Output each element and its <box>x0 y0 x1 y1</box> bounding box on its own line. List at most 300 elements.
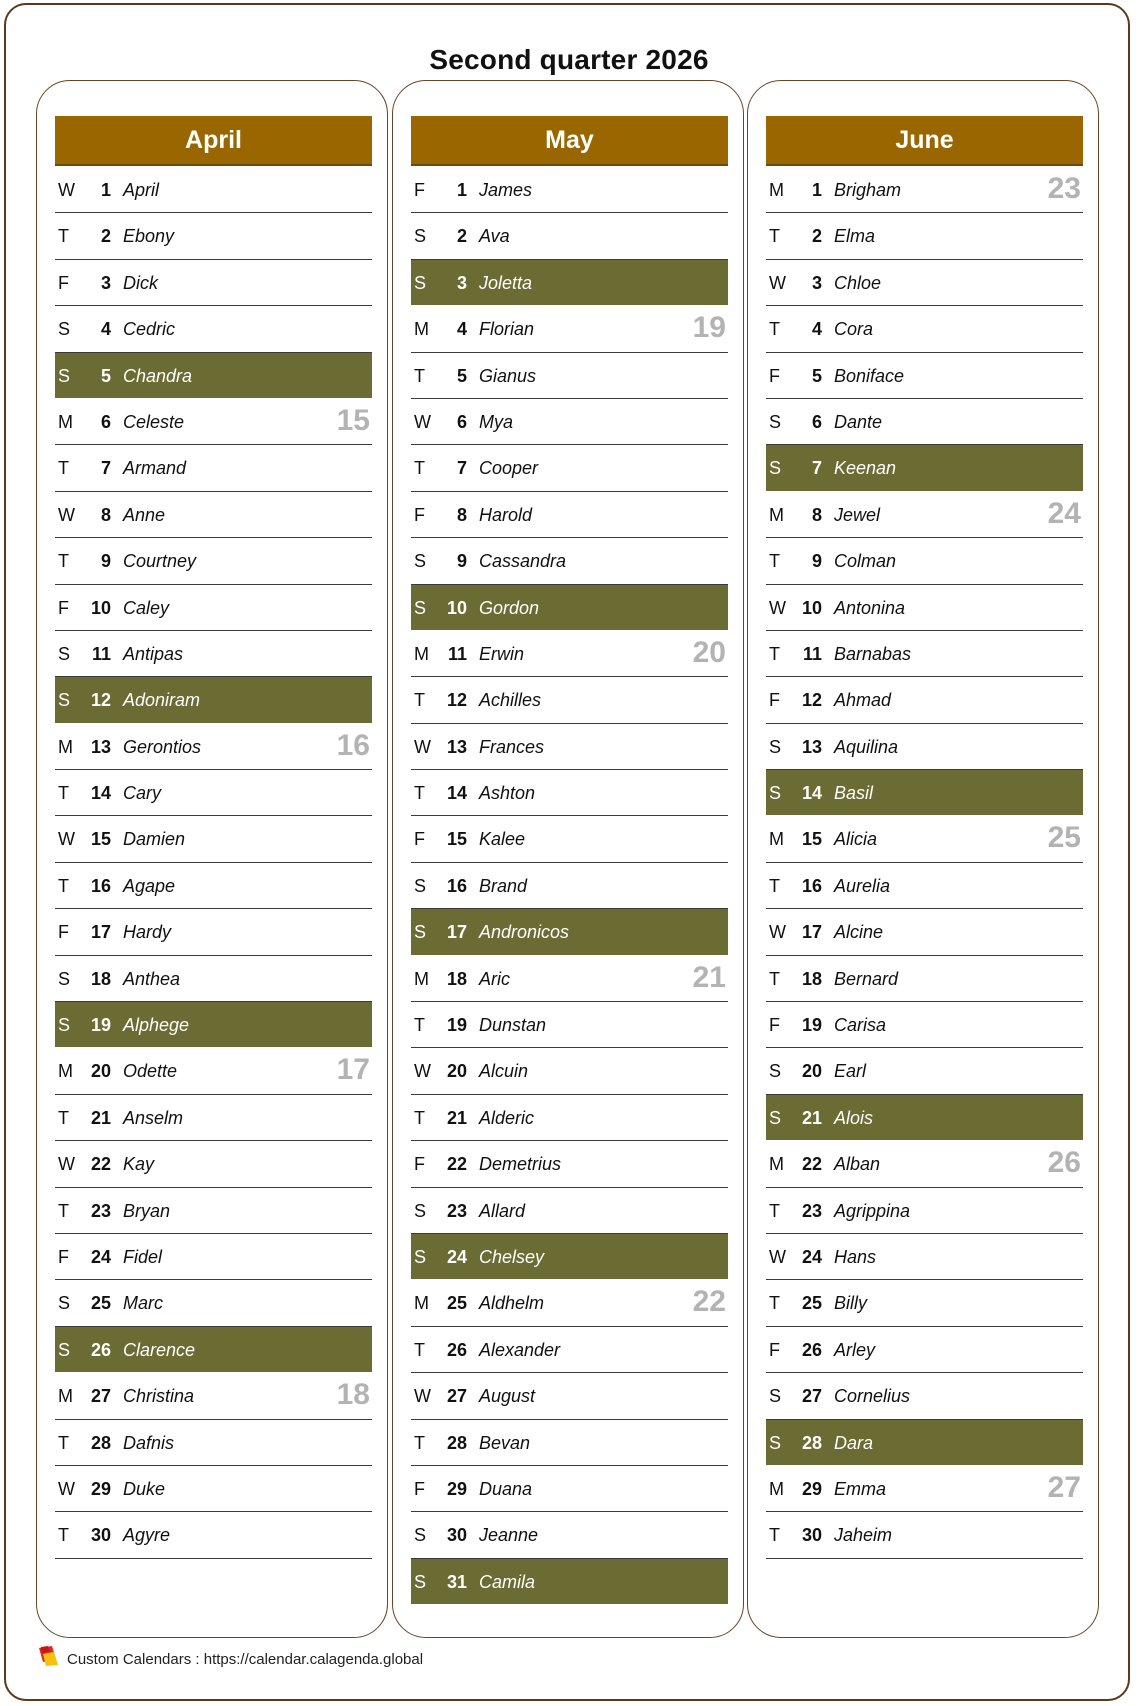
saint-name: Elma <box>834 226 876 247</box>
day-row <box>55 167 372 213</box>
day-of-week: S <box>414 272 427 293</box>
day-number: 24 <box>446 1246 467 1267</box>
day-row <box>411 167 728 213</box>
day-row <box>55 863 372 909</box>
day-of-week: F <box>414 504 425 525</box>
saint-name: Gianus <box>479 365 537 386</box>
day-row-weekend <box>766 770 1083 816</box>
week-number: 15 <box>336 403 370 437</box>
day-number: 25 <box>801 1293 822 1314</box>
day-row <box>55 585 372 631</box>
week-number: 26 <box>1047 1146 1081 1180</box>
day-row <box>55 1466 372 1512</box>
day-of-week: T <box>769 1200 780 1221</box>
day-of-week: S <box>414 922 427 943</box>
saint-name: Bryan <box>123 1200 171 1221</box>
day-of-week: S <box>769 783 782 804</box>
day-of-week: T <box>769 1525 780 1546</box>
day-number: 22 <box>90 1154 111 1175</box>
day-number: 10 <box>90 597 111 618</box>
day-row-weekend <box>766 445 1083 491</box>
saint-name: Bernard <box>834 968 899 989</box>
day-of-week: W <box>769 272 786 293</box>
day-number: 13 <box>446 736 467 757</box>
saint-name: Bevan <box>479 1432 531 1453</box>
calendar-logo-icon <box>38 1645 60 1667</box>
day-of-week: M <box>769 829 784 850</box>
day-list <box>55 167 372 1559</box>
saint-name: Dara <box>834 1432 874 1453</box>
saint-name: Joletta <box>479 272 533 293</box>
saint-name: Chelsey <box>479 1246 545 1267</box>
saint-name: Alcine <box>834 922 884 943</box>
day-of-week: F <box>58 597 69 618</box>
week-number: 22 <box>692 1285 726 1319</box>
day-of-week: F <box>58 1246 69 1267</box>
day-of-week: M <box>414 968 429 989</box>
day-number: 10 <box>446 597 467 618</box>
day-number: 11 <box>91 643 111 664</box>
day-number: 19 <box>446 1015 467 1036</box>
day-row <box>411 956 728 1002</box>
saint-name: Earl <box>834 1061 867 1082</box>
saint-name: Demetrius <box>479 1154 562 1175</box>
day-of-week: F <box>769 1339 780 1360</box>
day-of-week: S <box>414 551 427 572</box>
day-row <box>55 1095 372 1141</box>
saint-name: Ava <box>479 226 510 247</box>
day-row <box>55 260 372 306</box>
saint-name: Duana <box>479 1478 533 1499</box>
day-of-week: S <box>769 1061 782 1082</box>
saint-name: Aquilina <box>834 736 899 757</box>
day-number: 16 <box>446 875 467 896</box>
day-row <box>411 1048 728 1094</box>
day-row <box>766 1373 1083 1419</box>
day-row-weekend <box>411 260 728 306</box>
day-of-week: W <box>414 1061 431 1082</box>
day-of-week: S <box>58 319 71 340</box>
saint-name: Chandra <box>123 365 193 386</box>
day-row <box>55 1512 372 1558</box>
day-row <box>411 724 728 770</box>
day-of-week: M <box>58 1386 73 1407</box>
day-number: 15 <box>90 829 111 850</box>
day-number: 6 <box>456 411 467 432</box>
week-number: 27 <box>1047 1470 1081 1504</box>
day-row <box>411 1420 728 1466</box>
day-row <box>55 956 372 1002</box>
day-row <box>766 538 1083 584</box>
day-row <box>411 1095 728 1141</box>
day-number: 24 <box>801 1246 822 1267</box>
saint-name: Cooper <box>479 458 539 479</box>
day-number: 23 <box>801 1200 822 1221</box>
day-row <box>411 1188 728 1234</box>
saint-name: Cedric <box>123 319 176 340</box>
saint-name: Antonina <box>834 597 906 618</box>
day-number: 3 <box>456 272 467 293</box>
day-number: 20 <box>446 1061 467 1082</box>
saint-name: Fidel <box>123 1246 163 1267</box>
saint-name: Brand <box>479 875 528 896</box>
day-number: 11 <box>802 643 822 664</box>
day-row <box>766 816 1083 862</box>
saint-name: James <box>479 180 533 200</box>
day-row <box>55 1141 372 1187</box>
saint-name: Cornelius <box>834 1386 911 1407</box>
day-number: 6 <box>811 411 822 432</box>
saint-name: Alcuin <box>479 1061 529 1082</box>
day-number: 15 <box>801 829 822 850</box>
day-number: 2 <box>456 226 467 247</box>
day-row <box>766 1141 1083 1187</box>
day-row <box>766 167 1083 213</box>
day-of-week: S <box>414 1571 427 1592</box>
day-number: 21 <box>446 1107 467 1128</box>
day-of-week: T <box>414 783 425 804</box>
day-of-week: F <box>769 1015 780 1036</box>
saint-name: Christina <box>123 1386 195 1407</box>
day-of-week: F <box>414 1154 425 1175</box>
day-number: 9 <box>100 551 111 572</box>
saint-name: Clarence <box>123 1339 196 1360</box>
saint-name: Anselm <box>123 1107 184 1128</box>
saint-name: Kay <box>123 1154 155 1175</box>
day-of-week: W <box>414 1386 431 1407</box>
day-row-weekend <box>55 677 372 723</box>
day-number: 10 <box>801 597 822 618</box>
day-number: 7 <box>456 458 467 479</box>
saint-name: Duke <box>123 1478 166 1499</box>
day-row-weekend <box>55 1002 372 1048</box>
day-of-week: T <box>58 226 69 247</box>
day-number: 25 <box>90 1293 111 1314</box>
month-column-april <box>36 80 388 1638</box>
day-of-week: W <box>769 597 786 618</box>
saint-name: Jewel <box>834 504 881 525</box>
day-row <box>411 1002 728 1048</box>
day-of-week: M <box>769 504 784 525</box>
saint-name: Alexander <box>479 1339 561 1360</box>
week-number: 25 <box>1047 821 1081 855</box>
day-row <box>766 1234 1083 1280</box>
saint-name: Dunstan <box>479 1015 547 1036</box>
day-row-weekend <box>411 1234 728 1280</box>
day-number: 24 <box>90 1246 111 1267</box>
day-row <box>55 213 372 259</box>
day-row <box>766 631 1083 677</box>
saint-name: Emma <box>834 1478 887 1499</box>
saint-name: Hans <box>834 1246 877 1267</box>
day-number: 4 <box>100 319 111 340</box>
saint-name: Mya <box>479 411 514 432</box>
week-number: 17 <box>336 1053 370 1087</box>
day-row <box>766 399 1083 445</box>
day-number: 18 <box>446 968 467 989</box>
day-row <box>55 1188 372 1234</box>
saint-name: Keenan <box>834 458 897 479</box>
day-number: 13 <box>801 736 822 757</box>
day-number: 29 <box>446 1478 467 1499</box>
day-row <box>766 956 1083 1002</box>
saint-name: Erwin <box>479 643 525 664</box>
day-of-week: T <box>58 875 69 896</box>
day-number: 18 <box>801 968 822 989</box>
day-row <box>766 724 1083 770</box>
day-number: 5 <box>100 365 111 386</box>
day-row <box>766 1327 1083 1373</box>
day-row <box>55 399 372 445</box>
day-of-week: T <box>769 551 780 572</box>
day-number: 29 <box>801 1478 822 1499</box>
saint-name: Gordon <box>479 597 540 618</box>
day-number: 2 <box>811 226 822 247</box>
day-of-week: S <box>769 1432 782 1453</box>
day-of-week: F <box>414 829 425 850</box>
day-row <box>411 306 728 352</box>
day-number: 22 <box>801 1154 822 1175</box>
day-of-week: S <box>769 1386 782 1407</box>
week-number: 20 <box>692 635 726 669</box>
day-of-week: M <box>414 319 429 340</box>
day-of-week: F <box>769 365 780 386</box>
day-row <box>766 1002 1083 1048</box>
saint-name: Anthea <box>123 968 181 989</box>
day-row <box>55 770 372 816</box>
day-of-week: T <box>769 875 780 896</box>
day-row <box>411 631 728 677</box>
day-number: 17 <box>801 922 822 943</box>
week-number: 24 <box>1047 496 1081 530</box>
day-row <box>411 1280 728 1326</box>
day-row <box>55 631 372 677</box>
day-number: 19 <box>90 1015 111 1036</box>
day-row-weekend <box>766 1420 1083 1466</box>
day-of-week: S <box>769 1107 782 1128</box>
calendar-title: Second quarter 2026 <box>429 44 709 75</box>
saint-name: Basil <box>834 783 874 804</box>
day-of-week: T <box>414 690 425 711</box>
day-of-week: F <box>58 272 69 293</box>
day-number: 25 <box>446 1293 467 1314</box>
day-row <box>411 863 728 909</box>
day-row <box>766 677 1083 723</box>
month-column-may <box>392 80 744 1638</box>
day-number: 9 <box>456 551 467 572</box>
saint-name: Aldhelm <box>479 1293 545 1314</box>
day-of-week: S <box>769 411 782 432</box>
saint-name: Antipas <box>123 643 184 664</box>
saint-name: Alban <box>834 1154 881 1175</box>
day-number: 30 <box>446 1525 467 1546</box>
day-number: 12 <box>90 690 111 711</box>
day-row <box>411 353 728 399</box>
day-row <box>411 538 728 584</box>
day-row <box>411 1466 728 1512</box>
week-number: 21 <box>692 960 726 994</box>
day-of-week: S <box>414 597 427 618</box>
day-of-week: T <box>58 1525 69 1546</box>
month-header: April <box>55 116 372 166</box>
saint-name: Hardy <box>123 922 172 943</box>
day-of-week: T <box>414 365 425 386</box>
day-of-week: S <box>769 736 782 757</box>
saint-name: Alderic <box>479 1107 535 1128</box>
day-of-week: W <box>414 736 431 757</box>
day-row <box>766 909 1083 955</box>
day-of-week: F <box>769 690 780 711</box>
day-number: 1 <box>456 180 467 200</box>
footer-link-text[interactable]: Custom Calendars : https://calendar.calagenda.global <box>67 1651 424 1668</box>
day-of-week: M <box>414 643 429 664</box>
day-row <box>411 399 728 445</box>
day-of-week: M <box>58 1061 73 1082</box>
day-number: 14 <box>801 783 822 804</box>
day-number: 30 <box>801 1525 822 1546</box>
day-of-week: S <box>58 690 71 711</box>
day-row <box>766 585 1083 631</box>
day-of-week: T <box>58 783 69 804</box>
day-of-week: F <box>58 922 69 943</box>
day-of-week: S <box>58 968 71 989</box>
day-number: 16 <box>90 875 111 896</box>
saint-name: Camila <box>479 1571 536 1592</box>
day-row <box>411 445 728 491</box>
day-number: 26 <box>446 1339 467 1360</box>
saint-name: Damien <box>123 829 186 850</box>
saint-name: Chloe <box>834 272 882 293</box>
day-number: 27 <box>90 1386 111 1407</box>
day-number: 27 <box>801 1386 822 1407</box>
day-number: 20 <box>90 1061 111 1082</box>
day-of-week: W <box>414 411 431 432</box>
day-row-weekend <box>766 1095 1083 1141</box>
saint-name: Billy <box>834 1293 868 1314</box>
saint-name: Arley <box>834 1339 876 1360</box>
day-row <box>766 1512 1083 1558</box>
day-of-week: M <box>58 736 73 757</box>
day-number: 1 <box>811 180 822 200</box>
saint-name: Barnabas <box>834 643 912 664</box>
day-of-week: M <box>769 1154 784 1175</box>
day-of-week: S <box>58 1015 71 1036</box>
saint-name: Agyre <box>123 1525 171 1546</box>
day-of-week: S <box>414 1525 427 1546</box>
saint-name: April <box>123 180 160 200</box>
day-of-week: S <box>58 1293 71 1314</box>
saint-name: Dick <box>123 272 158 293</box>
saint-name: Odette <box>123 1061 178 1082</box>
day-number: 5 <box>456 365 467 386</box>
day-number: 2 <box>100 226 111 247</box>
day-row <box>766 306 1083 352</box>
saint-name: Jaheim <box>834 1525 893 1546</box>
day-number: 1 <box>100 180 111 200</box>
day-of-week: T <box>414 1432 425 1453</box>
saint-name: Ashton <box>479 783 536 804</box>
day-of-week: W <box>58 180 75 200</box>
day-row <box>55 445 372 491</box>
day-row <box>411 1327 728 1373</box>
day-row <box>55 492 372 538</box>
day-of-week: T <box>769 968 780 989</box>
day-of-week: S <box>414 226 427 247</box>
day-row <box>766 353 1083 399</box>
day-of-week: S <box>414 875 427 896</box>
day-row <box>55 1280 372 1326</box>
day-number: 12 <box>446 690 467 711</box>
saint-name: Cassandra <box>479 551 567 572</box>
saint-name: Ahmad <box>834 690 892 711</box>
day-of-week: S <box>414 1200 427 1221</box>
day-number: 5 <box>811 365 822 386</box>
day-row <box>55 1420 372 1466</box>
day-row <box>766 863 1083 909</box>
day-row <box>766 1280 1083 1326</box>
week-number: 16 <box>336 728 370 762</box>
day-number: 17 <box>446 922 467 943</box>
day-row-weekend <box>55 353 372 399</box>
day-of-week: M <box>58 411 73 432</box>
day-row <box>411 770 728 816</box>
day-list <box>766 167 1083 1559</box>
day-of-week: F <box>414 180 425 200</box>
saint-name: Courtney <box>123 551 197 572</box>
saint-name: Harold <box>479 504 533 525</box>
day-of-week: T <box>414 1107 425 1128</box>
day-number: 8 <box>456 504 467 525</box>
saint-name: Carisa <box>834 1015 887 1036</box>
saint-name: Dante <box>834 411 883 432</box>
day-number: 8 <box>100 504 111 525</box>
day-of-week: T <box>769 319 780 340</box>
saint-name: Alicia <box>834 829 878 850</box>
day-of-week: S <box>58 643 71 664</box>
day-row <box>55 1234 372 1280</box>
day-row-weekend <box>411 585 728 631</box>
day-row <box>411 1512 728 1558</box>
day-number: 3 <box>811 272 822 293</box>
day-number: 28 <box>446 1432 467 1453</box>
day-of-week: T <box>769 226 780 247</box>
day-of-week: T <box>58 1432 69 1453</box>
day-row <box>411 677 728 723</box>
day-row <box>55 1048 372 1094</box>
day-number: 7 <box>811 458 822 479</box>
saint-name: Boniface <box>834 365 905 386</box>
day-list <box>411 167 728 1605</box>
saint-name: Cary <box>123 783 162 804</box>
day-of-week: T <box>58 1200 69 1221</box>
saint-name: Jeanne <box>479 1525 539 1546</box>
day-number: 9 <box>811 551 822 572</box>
day-of-week: S <box>58 1339 71 1360</box>
day-number: 15 <box>446 829 467 850</box>
day-number: 18 <box>90 968 111 989</box>
day-of-week: T <box>58 1107 69 1128</box>
day-of-week: T <box>414 1339 425 1360</box>
day-number: 8 <box>811 504 822 525</box>
day-row <box>411 213 728 259</box>
saint-name: Anne <box>123 504 166 525</box>
day-row-weekend <box>411 909 728 955</box>
month-header: June <box>766 116 1083 166</box>
saint-name: Kalee <box>479 829 526 850</box>
week-number: 18 <box>336 1378 370 1412</box>
day-number: 4 <box>811 319 822 340</box>
day-of-week: T <box>769 1293 780 1314</box>
